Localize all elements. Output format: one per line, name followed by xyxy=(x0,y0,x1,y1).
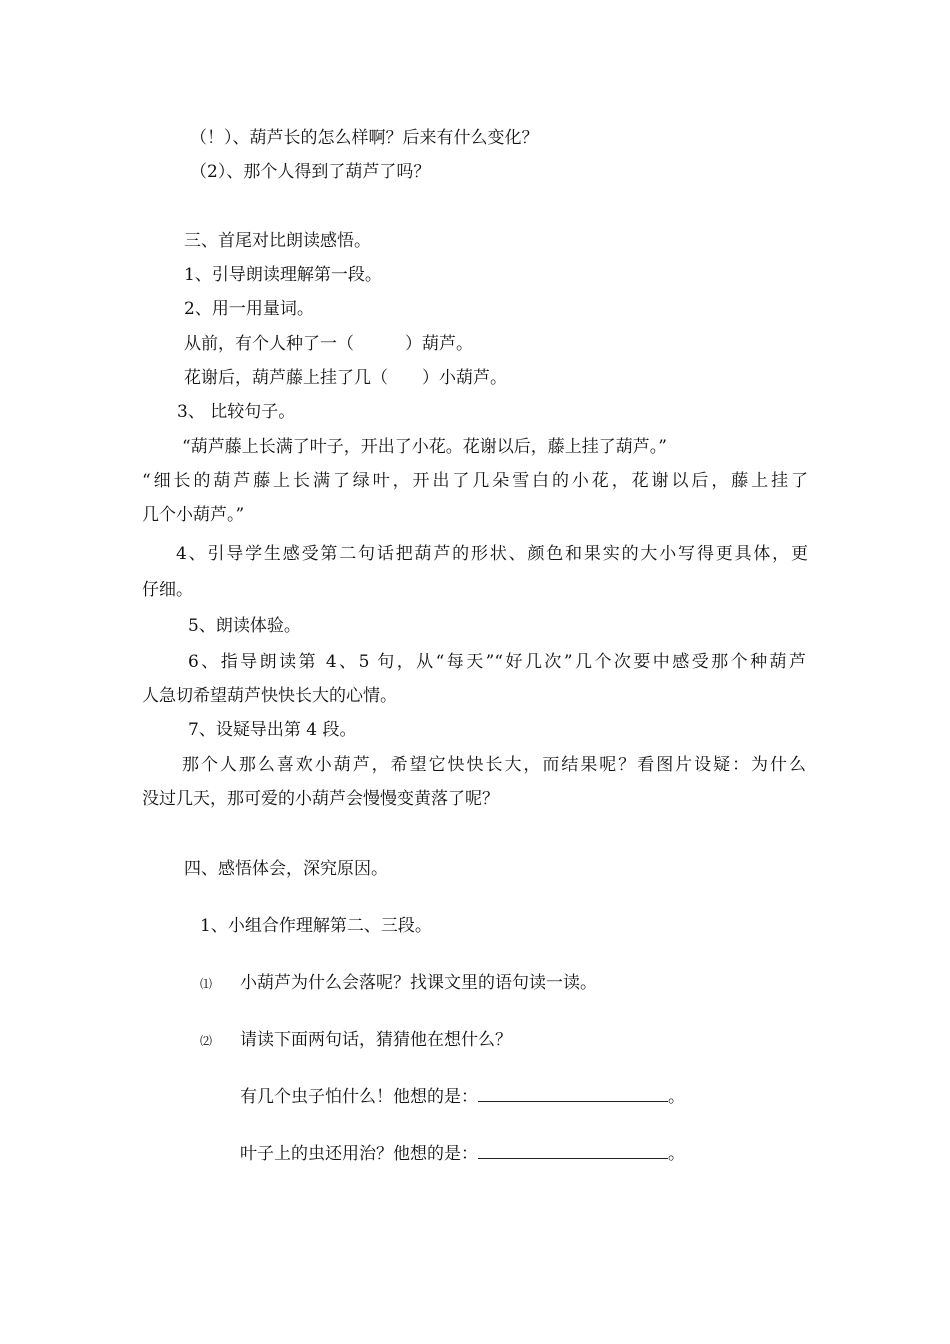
answer-blank-1[interactable] xyxy=(478,1085,668,1102)
sub-item-2 xyxy=(200,1028,512,1053)
section-3-item-1: 1、引导朗读理解第一段。 xyxy=(184,265,382,285)
fill-blank-sentence-1: 从前，有个人种了一（ ）葫芦。 xyxy=(184,334,473,354)
think-line-1 xyxy=(240,1085,685,1109)
question-1: （！）、葫芦长的怎么样啊？后来有什么变化？ xyxy=(190,128,539,148)
section-3-item-5: 5、朗读体验。 xyxy=(188,616,301,636)
think-line-2-end: 。 xyxy=(668,1144,685,1164)
section-4-heading: 四、感悟体会，深究原因。 xyxy=(184,859,388,879)
section-4-item-1: 1、小组合作理解第二、三段。 xyxy=(200,916,432,936)
section-3-item-3: 3、 比较句子。 xyxy=(177,402,296,422)
section-3-item-6-line-1: 6、指导朗读第 4、5 句，从“每天”“好几次”几个次要中感受那个种葫芦 xyxy=(188,652,806,672)
question-2: （2）、那个人得到了葫芦了吗？ xyxy=(190,162,431,182)
fill-blank-sentence-2: 花谢后，葫芦藤上挂了几（ ）小葫芦。 xyxy=(184,368,507,388)
compare-sentence-1: “葫芦藤上长满了叶子，开出了小花。花谢以后，藤上挂了葫芦。” xyxy=(182,437,667,457)
think-line-2-prompt: 叶子上的虫还用治？他想的是： xyxy=(240,1144,478,1164)
section-3-item-2: 2、用一用量词。 xyxy=(184,299,314,319)
section-3-item-4-line-2: 仔细。 xyxy=(142,580,193,600)
paragraph-line-2: 没过几天，那可爱的小葫芦会慢慢变黄落了呢？ xyxy=(142,789,499,809)
section-3-item-6-line-2: 人急切希望葫芦快快长大的心情。 xyxy=(142,686,397,706)
think-line-1-prompt: 有几个虫子怕什么！他想的是： xyxy=(240,1087,478,1107)
section-3-heading: 三、首尾对比朗读感悟。 xyxy=(184,231,371,251)
sub-item-1-text: 小葫芦为什么会落呢？找课文里的语句读一读。 xyxy=(240,973,597,993)
sub-item-1-number: ⑴ xyxy=(200,977,213,991)
section-3-item-4-line-1: 4、引导学生感受第二句话把葫芦的形状、颜色和果实的大小写得更具体，更 xyxy=(176,544,808,564)
compare-sentence-2-line-2: 几个小葫芦。” xyxy=(142,505,245,525)
compare-sentence-2-line-1: “细长的葫芦藤上长满了绿叶，开出了几朵雪白的小花，花谢以后，藤上挂了 xyxy=(142,471,808,491)
answer-blank-2[interactable] xyxy=(478,1142,668,1159)
sub-item-2-text: 请读下面两句话，猜猜他在想什么？ xyxy=(240,1030,512,1050)
sub-item-1 xyxy=(200,971,597,996)
sub-item-2-number: ⑵ xyxy=(200,1034,213,1048)
section-3-item-7: 7、设疑导出第 4 段。 xyxy=(188,720,357,740)
paragraph-line-1: 那个人那么喜欢小葫芦，希望它快快长大，而结果呢？看图片设疑：为什么 xyxy=(182,755,806,775)
think-line-2 xyxy=(240,1142,685,1166)
think-line-1-end: 。 xyxy=(668,1087,685,1107)
